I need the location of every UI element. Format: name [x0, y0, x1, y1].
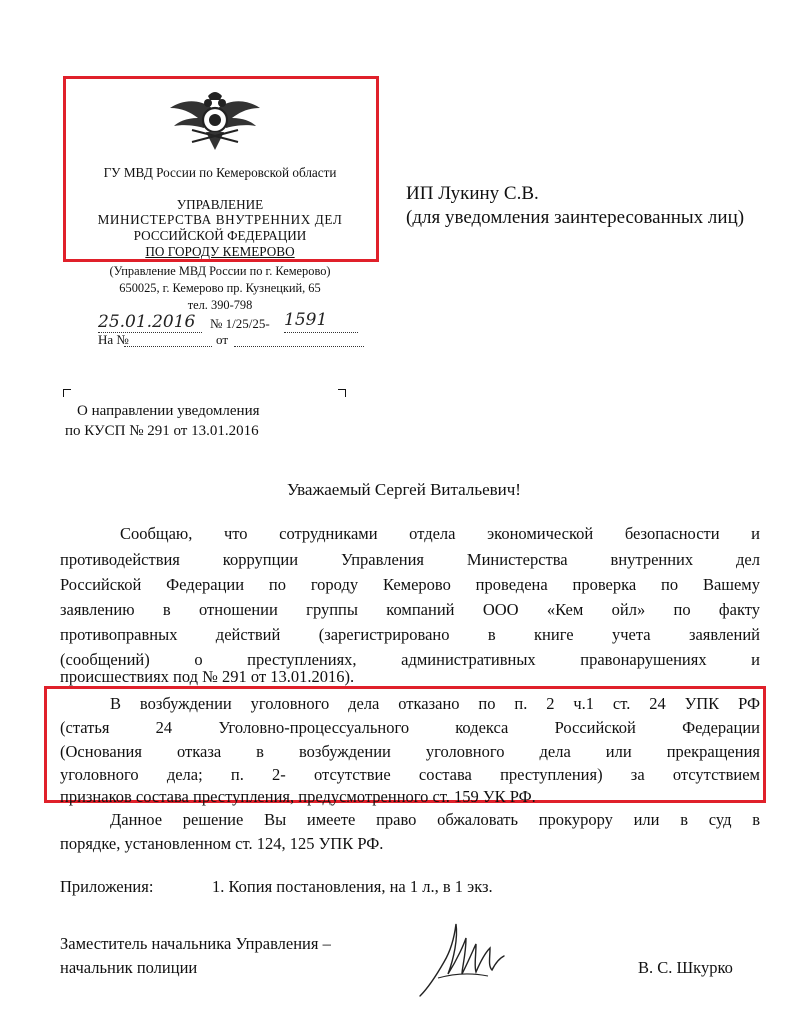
reply-to-label: На №: [98, 332, 129, 347]
body-line: признаков состава преступления, предусмотренного ст. 159 УК РФ.: [60, 787, 536, 806]
attachments-label: Приложения:: [60, 877, 154, 896]
handwritten-number: 1591: [284, 310, 328, 330]
addressee-note: (для уведомления заинтересованных лиц): [406, 207, 745, 228]
reply-from-underline: [234, 346, 364, 347]
handwritten-signature: [418, 918, 508, 1000]
body-line: Данное решение Вы имеете право обжаловать прокурору или в суд в: [110, 810, 760, 829]
org-title-line: МИНИСТЕРСТВА ВНУТРЕННИХ ДЕЛ: [97, 212, 343, 227]
attachments-item: 1. Копия постановления, на 1 л., в 1 экз.: [212, 877, 493, 896]
body-line: противоправных действий (зарегистрировано в книге учета заявлений: [60, 625, 760, 644]
org-title-line: ПО ГОРОДУ КЕМЕРОВО: [145, 244, 295, 259]
body-line: порядке, установленном ст. 124, 125 УПК РФ.: [60, 834, 384, 853]
number-underline: [284, 332, 358, 333]
subject-line: О направлении уведомления: [77, 403, 260, 419]
handwritten-date: 25.01.2016: [98, 312, 196, 332]
corner-mark-left: [63, 389, 71, 397]
body-line: (статья 24 Уголовно-процессуального кодекса Российской Федерации: [60, 718, 760, 737]
reply-to-underline: [124, 346, 212, 347]
org-title-line: РОССИЙСКОЙ ФЕДЕРАЦИИ: [133, 228, 307, 243]
body-line: уголовного дела; п. 2- отсутствие состава преступления) за отсутствием: [60, 765, 760, 784]
body-line: противодействия коррупции Управления Министерства внутренних дел: [60, 550, 760, 569]
body-line: (сообщений) о преступлениях, административных правонарушениях и: [60, 650, 760, 669]
body-line: В возбуждении уголовного дела отказано по п. 2 ч.1 ст. 24 УПК РФ: [110, 694, 760, 713]
addressee-name: ИП Лукину С.В.: [406, 183, 539, 204]
signer-position: начальник полиции: [60, 958, 198, 977]
signer-name: В. С. Шкурко: [638, 958, 733, 977]
org-address: 650025, г. Кемерово пр. Кузнецкий, 65: [119, 281, 321, 295]
org-title-line: УПРАВЛЕНИЕ: [176, 197, 264, 212]
org-phone: тел. 390-798: [187, 298, 253, 312]
subject-line: по КУСП № 291 от 13.01.2016: [65, 423, 259, 439]
body-line: (Основания отказа в возбуждении уголовного дела или прекращения: [60, 742, 760, 761]
reply-from-label: от: [216, 332, 229, 347]
mvd-emblem-icon: [168, 88, 262, 154]
department-name: ГУ МВД России по Кемеровской области: [103, 165, 337, 180]
salutation: Уважаемый Сергей Витальевич!: [287, 480, 521, 499]
body-line: заявлению в отношении группы компаний ООО «Кем ойл» по факту: [60, 600, 760, 619]
reg-number-label: № 1/25/25-: [210, 316, 270, 331]
body-line: происшествиях под № 291 от 13.01.2016).: [60, 667, 355, 686]
corner-mark-right: [338, 389, 346, 397]
body-line: Сообщаю, что сотрудниками отдела экономической безопасности и: [120, 524, 760, 543]
signer-position: Заместитель начальника Управления –: [60, 934, 331, 953]
body-line: Российской Федерации по городу Кемерово проведена проверка по Вашему: [60, 575, 760, 594]
org-short-name: (Управление МВД России по г. Кемерово): [109, 264, 331, 278]
